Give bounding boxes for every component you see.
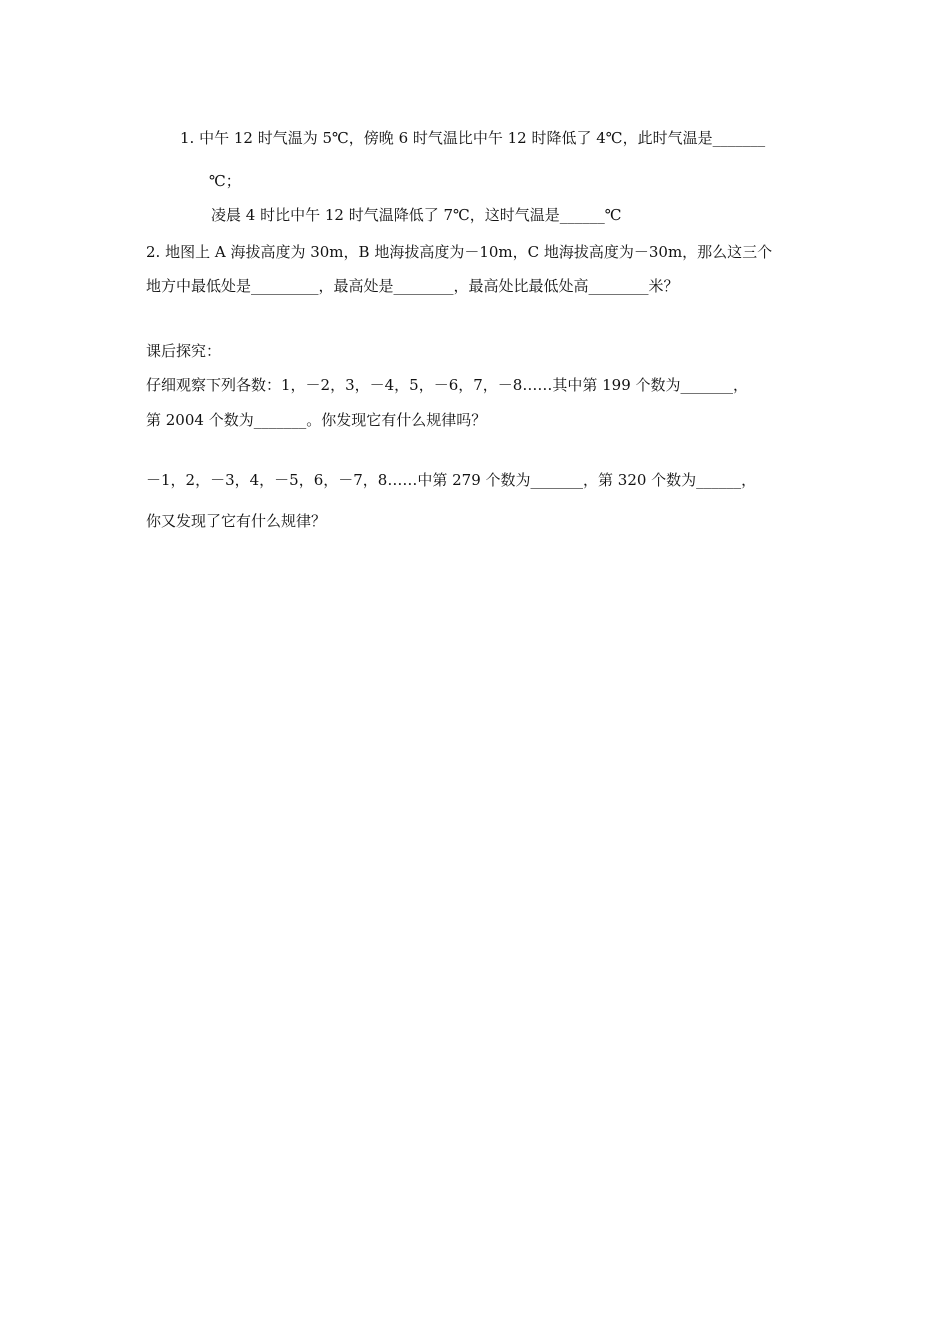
exploration-heading: 课后探究： (146, 342, 222, 360)
exploration-question-1: 仔细观察下列各数：1，－2，3，－4，5，－6，7，－8……其中第 199 个数为_______， (146, 376, 749, 394)
problem-2-text: 2. 地图上 A 海拔高度为 30m，B 地海拔高度为－10m，C 地海拔高度为－30m，那么这三个 (146, 243, 773, 261)
exploration-question-1-continued: 第 2004 个数为_______。你发现它有什么规律吗？ (146, 411, 487, 429)
problem-1-unit: ℃； (209, 172, 241, 190)
exploration-question-2-continued: 你又发现了它有什么规律？ (146, 512, 327, 530)
problem-1-text: 1. 中午 12 时气温为 5℃，傍晚 6 时气温比中午 12 时降低了 4℃，此时气温是_______ (180, 129, 766, 147)
problem-1-followup: 凌晨 4 时比中午 12 时气温降低了 7℃，这时气温是______℃ (211, 206, 622, 224)
exploration-question-2: －1，2，－3，4，－5，6，－7，8……中第 279 个数为_______，第 320 个数为______， (146, 471, 757, 489)
problem-2-continued: 地方中最低处是_________，最高处是________，最高处比最低处高________米？ (146, 277, 679, 295)
